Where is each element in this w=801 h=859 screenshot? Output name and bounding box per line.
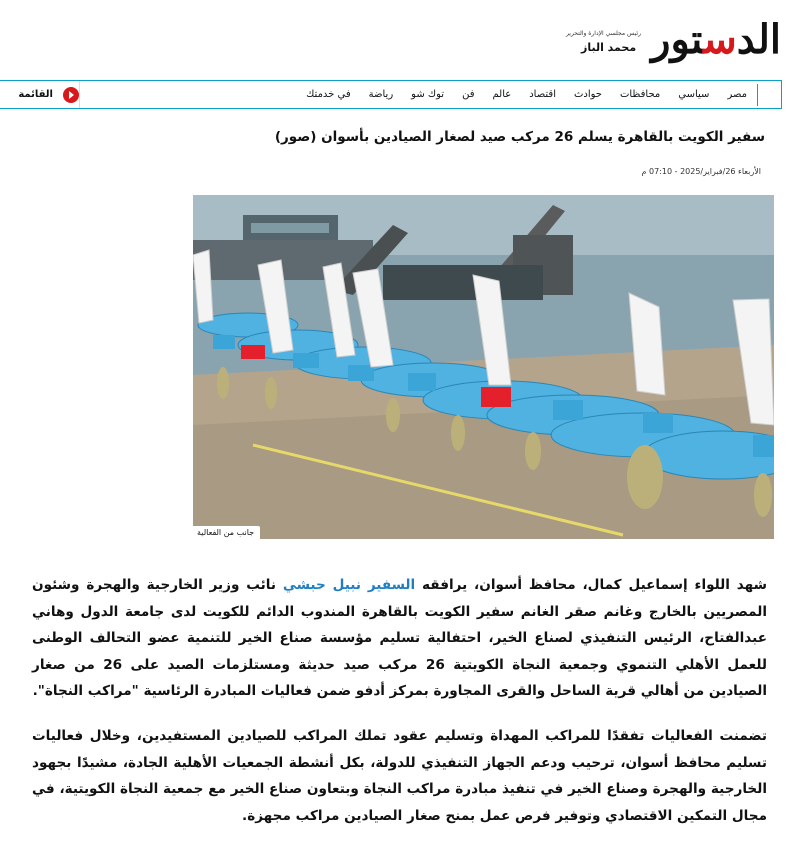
p1-text-start: شهد اللواء إسماعيل كمال، محافظ أسوان، يرافقه: [415, 577, 767, 593]
play-circle-icon: [63, 87, 79, 103]
photo-caption: جانب من الفعالية: [193, 526, 260, 539]
menu-button[interactable]: [0, 81, 80, 108]
editor-name: محمد الباز: [581, 41, 637, 54]
site-logo[interactable]: [651, 16, 781, 64]
logo-text-suffix: تور: [651, 16, 704, 63]
nav-items: [306, 81, 747, 108]
menu-label: القائمة: [18, 89, 53, 100]
nav-item-sports[interactable]: رياضة: [368, 89, 394, 100]
nav-item-politics[interactable]: سياسي: [678, 89, 710, 100]
nav-home-box[interactable]: [757, 84, 781, 106]
editor-role: رئيس مجلسي الإدارة والتحرير: [565, 30, 641, 37]
editor-credit: [565, 30, 641, 54]
logo-text-prefix: الد: [736, 16, 781, 63]
nav-item-art[interactable]: فن: [462, 89, 475, 100]
nav-item-economy[interactable]: اقتصاد: [529, 89, 556, 100]
nav-item-talk-show[interactable]: توك شو: [411, 89, 445, 100]
main-nav: [0, 80, 782, 109]
nav-item-egypt[interactable]: مصر: [727, 89, 747, 100]
ambassador-link[interactable]: السفير نبيل حبشي: [282, 577, 416, 593]
p1-text-end: نائب وزير الخارجية والهجرة وشئون المصريين بالخارج وغانم صقر الغانم سفير الكويت بالقاهرة المندوب الدائم للكويت لدى جامعة الدول وهاني عبدالفتاح، الرئيس التنفيذي لصناع الخير، احتفالية تسليم مؤسسة صناع الخير للتنمية عضو التحالف الوطنى للعمل الأهلي التنموي وجمعية النجاة الكويتية 26 مركب صيد حديثة ومستلزمات الصيد على 26 من صغار الصيادين من أهالي قرية الساحل والقرى المجاورة بمركز أدفو ضمن فعاليات المبادرة الرئاسية "مراكب النجاة".: [32, 577, 767, 699]
nav-item-services[interactable]: في خدمتك: [306, 89, 351, 100]
fishing-boats-photo: [193, 195, 774, 539]
article-paragraph-2: تضمنت الفعاليات تفقدًا للمراكب المهداة وتسليم عقود تملك المراكب للصيادين المستفيدين، وخلال فعاليات تسليم محافظ أسوان، ترحيب ودعم الجهاز التنفيذي للدولة، بكل أنشطة الجمعيات الأهلية الجادة، مشيدًا بجهود الخارجية والهجرة وصناع الخير في تنفيذ مبادرة مراكب النجاة وبتعاون صناع الخير مع جمعية النجاة الكويتية، في مجال التمكين الاقتصادي وتوفير فرص عمل بمنح صغار الصيادين مراكب مجهزة.: [32, 728, 767, 824]
nav-item-governorates[interactable]: محافظات: [619, 89, 661, 100]
article-paragraph-1: [32, 572, 767, 705]
logo-text-accent: س: [703, 16, 737, 63]
article-date: الأربعاء 26/فبراير/2025 - 07:10 م: [641, 167, 761, 176]
nav-item-incidents[interactable]: حوادث: [573, 89, 602, 100]
article-title: سفير الكويت بالقاهرة يسلم 26 مركب صيد لصغار الصيادين بأسوان (صور): [274, 129, 765, 145]
article-photo[interactable]: [193, 195, 774, 539]
nav-item-world[interactable]: عالم: [492, 89, 512, 100]
masthead: [565, 14, 781, 70]
